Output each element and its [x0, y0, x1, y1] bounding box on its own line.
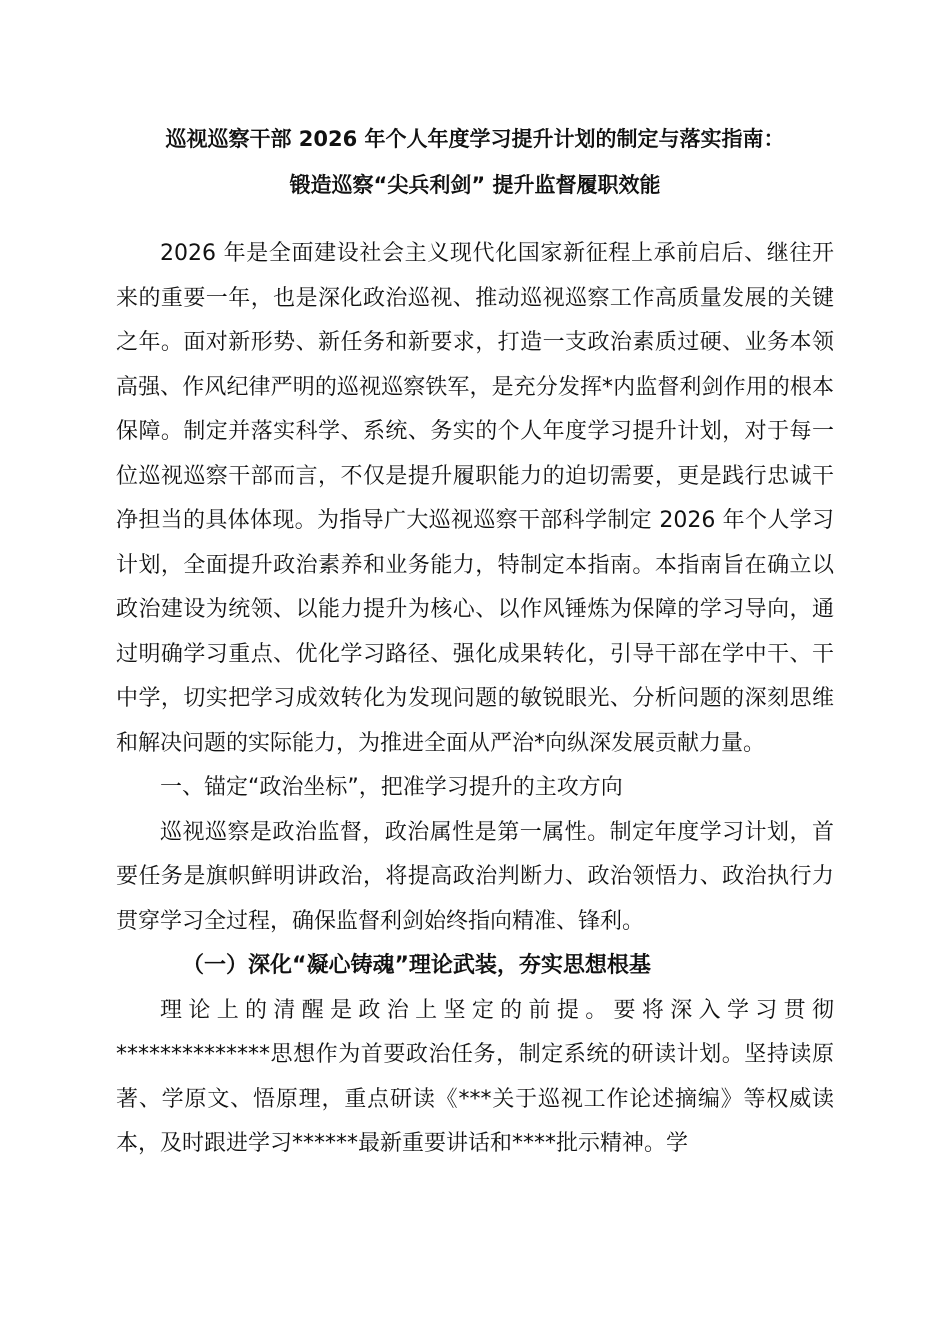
subsection-1-paragraph: 理论上的清醒是政治上坚定的前提。要将深入学习贯彻**************思想作为首要政治任务，制定系统的研读计划。坚持读原著、学原文、悟原理，重点研读《***关于巡视工作论述摘编》等权威读本，及时跟进学习******最新重要讲话和****批示精神。学	[116, 997, 834, 1156]
document-body	[116, 232, 834, 1167]
subsection-heading-1: （一）深化“凝心铸魂”理论武装，夯实思想根基	[182, 953, 651, 978]
document-title-line-2: 锻造巡察“尖兵利剑” 提升监督履职效能	[289, 173, 661, 197]
section-1-paragraph: 巡视巡察是政治监督，政治属性是第一属性。制定年度学习计划，首要任务是旗帜鲜明讲政治，将提高政治判断力、政治领悟力、政治执行力贯穿学习全过程，确保监督利剑始终指向精准、锋利。	[116, 819, 834, 934]
section-heading-1: 一、锚定“政治坐标”，把准学习提升的主攻方向	[160, 775, 623, 800]
intro-paragraph: 2026 年是全面建设社会主义现代化国家新征程上承前启后、继往开来的重要一年，也是深化政治巡视、推动巡视巡察工作高质量发展的关键之年。面对新形势、新任务和新要求，打造一支政治素质过硬、业务本领高强、作风纪律严明的巡视巡察铁军，是充分发挥*内监督利剑作用的根本保障。制定并落实科学、系统、务实的个人年度学习提升计划，对于每一位巡视巡察干部而言，不仅是提升履职能力的迫切需要，更是践行忠诚干净担当的具体体现。为指导广大巡视巡察干部科学制定 2026 年个人学习计划，全面提升政治素养和业务能力，特制定本指南。本指南旨在确立以政治建设为统领、以能力提升为核心、以作风锤炼为保障的学习导向，通过明确学习重点、优化学习路径、强化成果转化，引导干部在学中干、干中学，切实把学习成效转化为发现问题的敏锐眼光、分析问题的深刻思维和解决问题的实际能力，为推进全面从严治*向纵深发展贡献力量。	[116, 241, 834, 756]
document-title-line-1: 巡视巡察干部 2026 年个人年度学习提升计划的制定与落实指南：	[165, 127, 785, 151]
